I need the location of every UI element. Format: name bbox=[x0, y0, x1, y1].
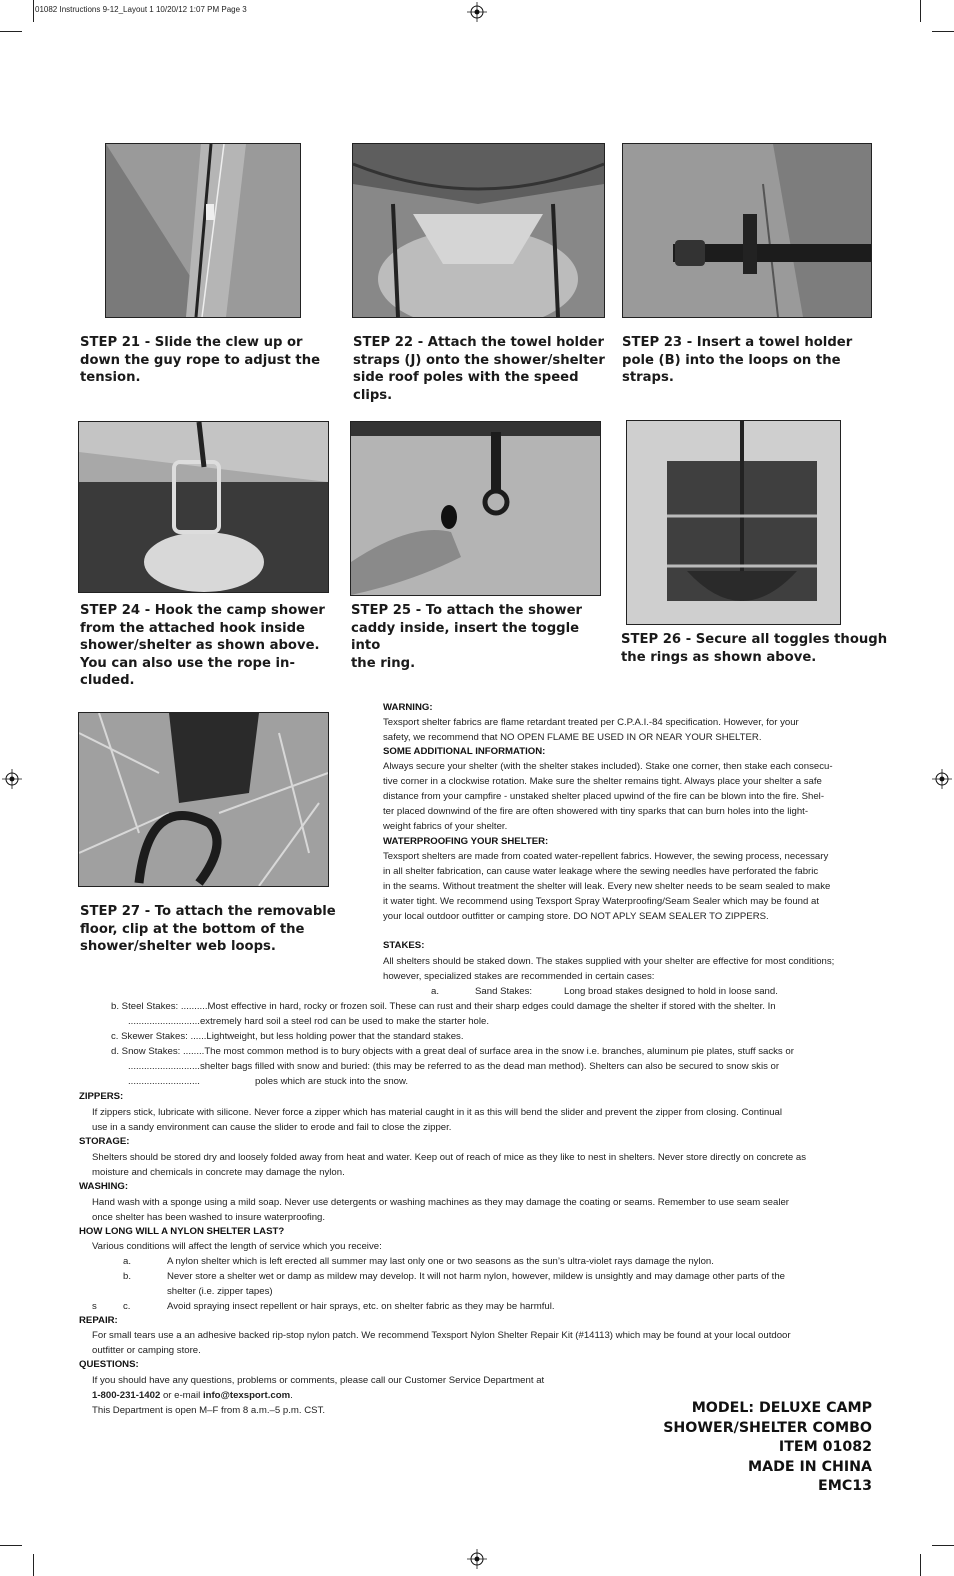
info-text: ter placed downwind of the fire are often showered with tiny sparks that can burn holes into the light- bbox=[383, 806, 809, 817]
storage-heading: STORAGE: bbox=[79, 1136, 130, 1147]
step-25-photo bbox=[350, 421, 601, 596]
shelter-life-a-letter: a. bbox=[123, 1256, 132, 1267]
info-text: distance from your campfire - unstaked shelter placed upwind of the fire can be blown into the fire. Shel- bbox=[383, 791, 825, 802]
phone-number[interactable]: 1-800-231-1402 bbox=[92, 1390, 161, 1401]
waterproofing-heading: WATERPROOFING YOUR SHELTER: bbox=[383, 836, 549, 847]
stake-a-letter: a. bbox=[431, 986, 440, 997]
crop-mark bbox=[932, 31, 954, 32]
step-21-photo bbox=[105, 143, 301, 318]
shelter-life-c-letter: c. bbox=[123, 1301, 131, 1312]
questions-text: If you should have any questions, problems or comments, please call our Customer Service Department at bbox=[92, 1375, 545, 1386]
model-code: EMC13 bbox=[818, 1478, 872, 1494]
questions-heading: QUESTIONS: bbox=[79, 1359, 139, 1370]
registration-mark-icon bbox=[2, 769, 22, 789]
waterproofing-text: your local outdoor outfitter or camping store. DO NOT APLY SEAM SEALER TO ZIPPERS. bbox=[383, 911, 769, 922]
made-in: MADE IN CHINA bbox=[747, 1458, 872, 1475]
registration-mark-icon bbox=[467, 2, 487, 22]
or-email-text: or e-mail bbox=[160, 1390, 203, 1401]
zippers-heading: ZIPPERS: bbox=[79, 1091, 124, 1102]
registration-mark-icon bbox=[932, 769, 952, 789]
warning-heading: WARNING: bbox=[383, 702, 433, 713]
additional-info-heading: SOME ADDITIONAL INFORMATION: bbox=[383, 746, 546, 757]
crop-mark bbox=[920, 0, 921, 22]
step-27-caption: STEP 27 - To attach the removable floor, clip at the bottom of the shower/shelter web loops. bbox=[80, 904, 336, 955]
shelter-life-b-text: shelter (i.e. zipper tapes) bbox=[167, 1286, 273, 1297]
waterproofing-text: in the seams. Without treatment the shelter will leak. Every new shelter needs to be seam sealed to make bbox=[383, 881, 831, 892]
washing-text: Hand wash with a sponge using a mild soap. Never use detergents or washing machines as they may damage the coating or seams. Remember to use seam sealer bbox=[92, 1197, 789, 1208]
warning-text: Texsport shelter fabrics are flame retardant treated per C.P.A.I.-84 specification. However, for your bbox=[383, 717, 799, 728]
washing-text: once shelter has been washed to insure waterproofing. bbox=[92, 1212, 326, 1223]
washing-heading: WASHING: bbox=[79, 1181, 129, 1192]
stake-d-line: poles which are stuck into the snow. bbox=[255, 1076, 409, 1087]
stakes-text: All shelters should be staked down. The stakes supplied with your shelter are effective for most conditions; bbox=[383, 956, 835, 967]
step-26-caption: STEP 26 - Secure all toggles though the rings as shown above. bbox=[621, 632, 888, 665]
info-text: Always secure your shelter (with the shelter stakes included). Stake one corner, then stake each consecu- bbox=[383, 761, 833, 772]
step-27-photo bbox=[78, 712, 329, 887]
waterproofing-text: in all shelter fabrication, can cause water leakage where the sewing needles have perforated the fabric bbox=[383, 866, 819, 877]
step-23-photo bbox=[622, 143, 872, 318]
period: . bbox=[290, 1390, 293, 1401]
stake-d-line: d. Snow Stakes: ........The most common method is to bury objects with a great deal of surface area in the snow i.e. branches, aluminum pie plates, stuff sacks or bbox=[111, 1046, 794, 1057]
model-line: SHOWER/SHELTER COMBO bbox=[663, 1419, 872, 1436]
waterproofing-text: it water tight. We recommend using Texsport Spray Waterproofing/Seam Sealer which may be found at bbox=[383, 896, 820, 907]
step-23-caption: STEP 23 - Insert a towel holder pole (B) into the loops on the straps. bbox=[622, 335, 853, 386]
model-line: MODEL: DELUXE CAMP bbox=[691, 1400, 872, 1416]
stake-a-name: Sand Stakes: bbox=[475, 986, 533, 997]
zippers-text: If zippers stick, lubricate with silicone. Never force a zipper which has material caught in it as this will bend the slider and prevent the zipper from closing. Continual bbox=[92, 1107, 783, 1118]
step-22-photo bbox=[352, 143, 605, 318]
stake-b-line: b. Steel Stakes: ..........Most effective in hard, rocky or frozen soil. These can rust and their sharp edges could damage the shelter if stored with the shelter. In bbox=[111, 1001, 776, 1012]
shelter-life-heading: HOW LONG WILL A NYLON SHELTER LAST? bbox=[79, 1226, 285, 1237]
info-text: weight fabrics of your shelter. bbox=[383, 821, 508, 832]
stake-b-line: ...........................extremely hard soil a steel rod can be used to make the starter hole. bbox=[128, 1016, 489, 1027]
hours-text: This Department is open M–F from 8 a.m.–5 p.m. CST. bbox=[92, 1405, 325, 1416]
stake-c-line: c. Skewer Stakes: ......Lightweight, but less holding power that the standard stakes. bbox=[111, 1031, 464, 1042]
model-info-block bbox=[663, 1399, 872, 1497]
registration-mark-icon bbox=[467, 1549, 487, 1569]
email-link[interactable]: info@texsport.com bbox=[202, 1390, 291, 1401]
step-26-photo bbox=[626, 420, 841, 625]
warning-text: safety, we recommend that NO OPEN FLAME BE USED IN OR NEAR YOUR SHELTER. bbox=[383, 732, 762, 743]
stake-d-line: ...........................shelter bags filled with snow and buried: (this may be referred to as the dead man method). Shelters can also be secured to snow skis or bbox=[128, 1061, 780, 1072]
slug-line: 01082 Instructions 9-12_Layout 1 10/20/12 1:07 PM Page 3 bbox=[35, 5, 247, 14]
storage-text: moisture and chemicals in concrete may damage the nylon. bbox=[92, 1167, 345, 1178]
zippers-text: use in a sandy environment can cause the slider to erode and fail to close the zipper. bbox=[92, 1122, 452, 1133]
step-21-caption: STEP 21 - Slide the clew up or down the guy rope to adjust the tension. bbox=[80, 335, 321, 386]
step-24-photo bbox=[78, 421, 329, 593]
crop-mark bbox=[920, 1554, 921, 1576]
crop-mark bbox=[33, 0, 34, 22]
storage-text: Shelters should be stored dry and loosely folded away from heat and water. Keep out of reach of mice as they like to nest in shelters. Never store directly on concrete as bbox=[92, 1152, 807, 1163]
crop-mark bbox=[33, 1554, 34, 1576]
step-24-caption: STEP 24 - Hook the camp shower from the attached hook inside shower/shelter as shown above. You can also use the rope in- cluded. bbox=[80, 603, 325, 689]
shelter-life-b-letter: b. bbox=[123, 1271, 132, 1282]
step-25-caption: STEP 25 - To attach the shower caddy inside, insert the toggle into the ring. bbox=[351, 603, 583, 671]
info-text: tive corner in a clockwise rotation. Make sure the shelter remains tight. Always place your shelter a safe bbox=[383, 776, 822, 787]
stake-d-dots: ........................... bbox=[128, 1076, 200, 1087]
stake-a-desc: Long broad stakes designed to hold in loose sand. bbox=[564, 986, 778, 997]
crop-mark bbox=[0, 1545, 22, 1546]
shelter-life-c-text: Avoid spraying insect repellent or hair sprays, etc. on shelter fabric as they may be harmful. bbox=[167, 1301, 555, 1312]
stakes-heading: STAKES: bbox=[383, 940, 425, 951]
repair-text: outfitter or camping store. bbox=[92, 1345, 201, 1356]
step-22-caption: STEP 22 - Attach the towel holder straps (J) onto the shower/shelter side roof poles with the speed clips. bbox=[353, 335, 605, 403]
crop-mark bbox=[932, 1545, 954, 1546]
repair-heading: REPAIR: bbox=[79, 1315, 118, 1326]
shelter-life-b-text: Never store a shelter wet or damp as mildew may develop. It will not harm nylon, however, mildew is unsightly and may damage other parts of the bbox=[167, 1271, 786, 1282]
shelter-life-intro: Various conditions will affect the length of service which you receive: bbox=[92, 1241, 382, 1252]
shelter-life-c-prefix: s bbox=[92, 1301, 97, 1312]
stakes-text: however, specialized stakes are recommended in certain cases: bbox=[383, 971, 655, 982]
contact-line bbox=[92, 1389, 293, 1404]
waterproofing-text: Texsport shelters are made from coated water-repellent fabrics. However, the sewing process, necessary bbox=[383, 851, 829, 862]
item-number: ITEM 01082 bbox=[778, 1439, 872, 1455]
shelter-life-a-text: A nylon shelter which is left erected all summer may last only one or two seasons as the sun’s ultra-violet rays damage the nylon. bbox=[167, 1256, 714, 1267]
crop-mark bbox=[0, 31, 22, 32]
repair-text: For small tears use a an adhesive backed rip-stop nylon patch. We recommend Texsport Nylon Shelter Repair Kit (#14113) which may be found at your local outdoor bbox=[92, 1330, 791, 1341]
